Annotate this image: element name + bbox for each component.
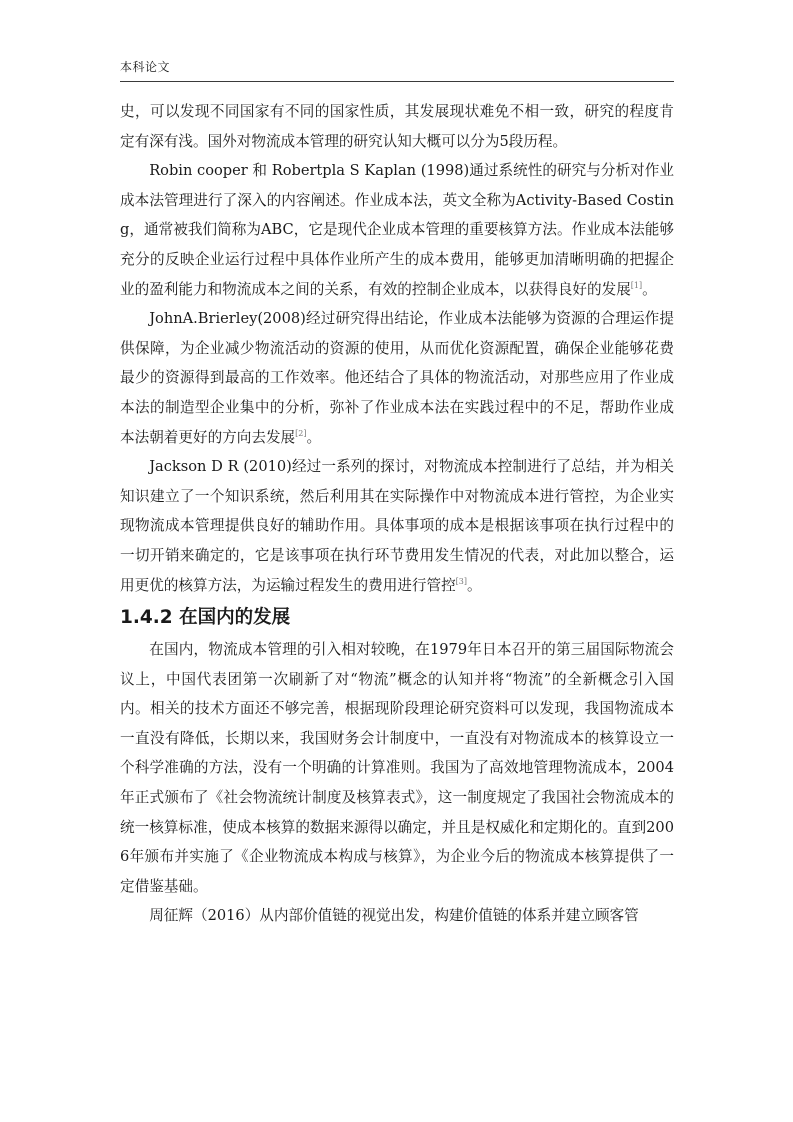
header-divider [120, 81, 674, 82]
running-header: 本科论文 [120, 60, 171, 74]
document-body [120, 97, 674, 931]
citation-ref[interactable]: [2] [295, 428, 307, 438]
paragraph: Jackson D R (2010)经过一系列的探讨，对物流成本控制进行了总结，并为相关知识建立了一个知识系统，然后利用其在实际操作中对物流成本进行管控，为企业实现物流成本管理提供良好的辅助作用。具体事项的成本是根据该事项在执行过程中的一切开销来确定的，它是该事项在执行环节费用发生情况的代表，对此加以整合，运用更优的核算方法，为运输过程发生的费用进行管控[3]。 [120, 458, 674, 594]
section-heading: 1.4.2 在国内的发展 [120, 607, 291, 629]
citation-ref[interactable]: [3] [455, 576, 468, 586]
paragraph: JohnA.Brierley(2008)经过研究得出结论，作业成本法能够为资源的合理运作提供保障，为企业减少物流活动的资源的使用，从而优化资源配置，确保企业能够花费最少的资源得到最高的工作效率。他还结合了具体的物流活动，对那些应用了作业成本法的制造型企业集中的分析，弥补了作业成本法在实践过程中的不足，帮助作业成本法朝着更好的方向去发展[2]。 [120, 310, 674, 446]
paragraph: 周征辉（2016）从内部价值链的视觉出发，构建价值链的体系并建立顾客管 [149, 907, 639, 925]
citation-ref[interactable]: [1] [630, 280, 643, 290]
paragraph: 史，可以发现不同国家有不同的国家性质，其发展现状难免不相一致，研究的程度肯定有深有浅。国外对物流成本管理的研究认知大概可以分为5段历程。 [120, 103, 674, 150]
paragraph: Robin cooper 和 Robertpla S Kaplan (1998)通过系统性的研究与分析对作业成本法管理进行了深入的内容阐述。作业成本法，英文全称为Activity-Based Costing，通常被我们简称为ABC，它是现代企业成本管理的重要核算方法。作业成本法能够充分的反映企业运行过程中具体作业所产生的成本费用，能够更加清晰明确的把握企业的盈利能力和物流成本之间的关系，有效的控制企业成本，以获得良好的发展[1]。 [120, 162, 674, 298]
paragraph: 在国内，物流成本管理的引入相对较晚，在1979年日本召开的第三届国际物流会议上，中国代表团第一次刷新了对“物流”概念的认知并将“物流”的全新概念引入国内。相关的技术方面还不够完善，根据现阶段理论研究资料可以发现，我国物流成本一直没有降低，长期以来，我国财务会计制度中，一直没有对物流成本的核算设立一个科学准确的方法，没有一个明确的计算准则。我国为了高效地管理物流成本，2004年正式颁布了《社会物流统计制度及核算表式》，这一制度规定了我国社会物流成本的统一核算标准，使成本核算的数据来源得以确定，并且是权威化和定期化的。直到2006年颁布并实施了《企业物流成本构成与核算》，为企业今后的物流成本核算提供了一定借鉴基础。 [120, 641, 674, 895]
